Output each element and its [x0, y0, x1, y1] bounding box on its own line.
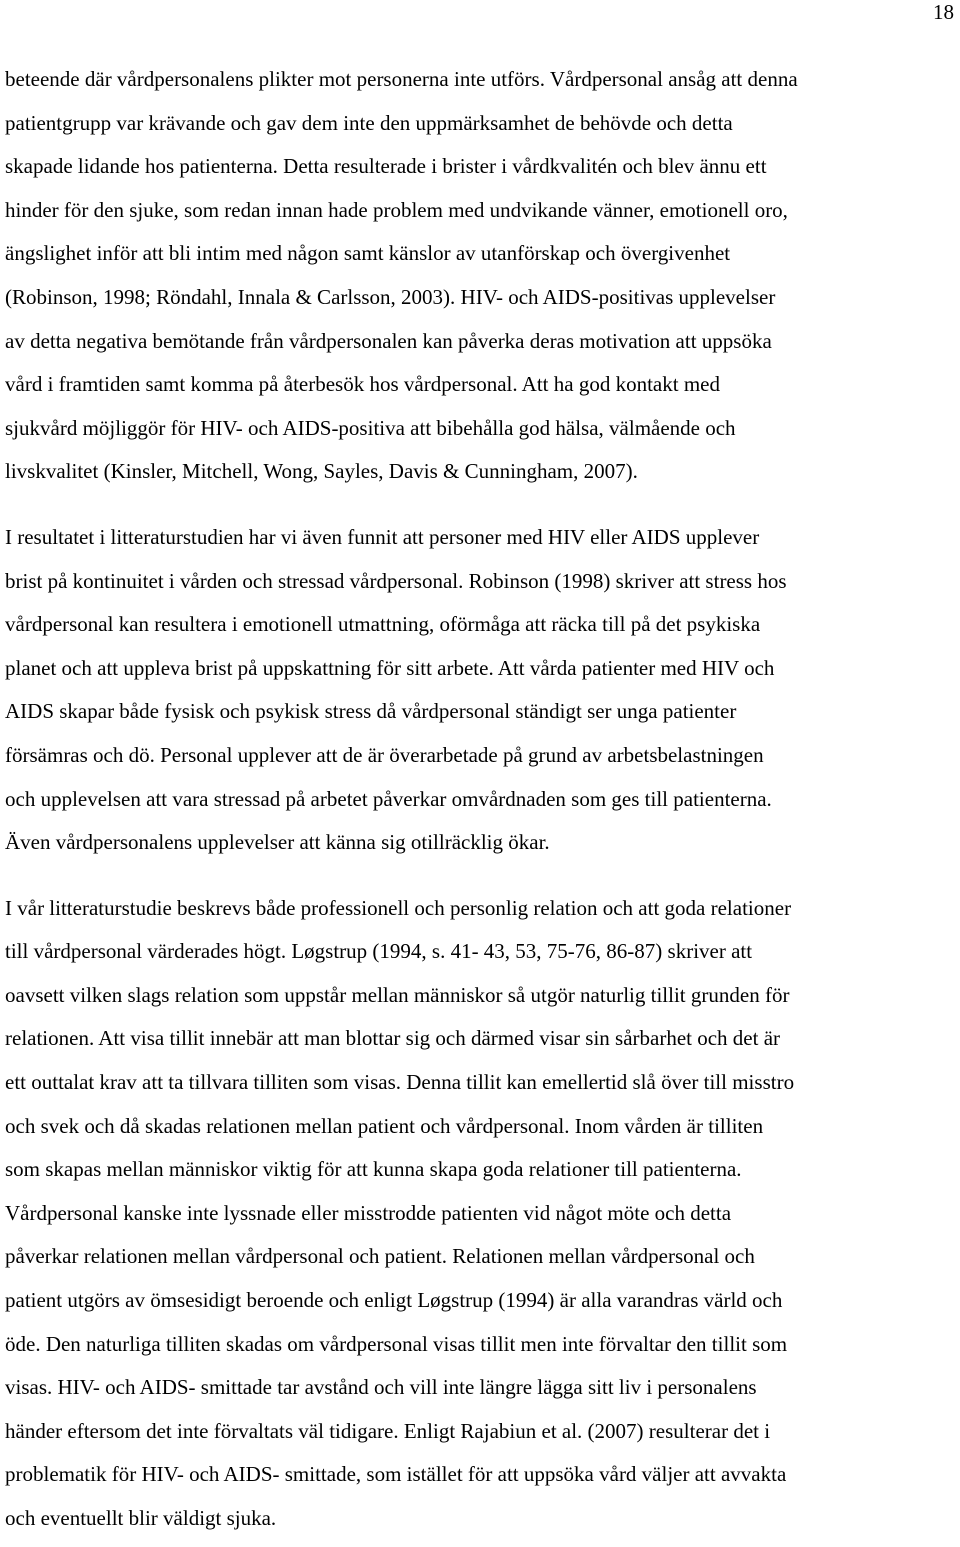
text-line: och svek och då skadas relationen mellan patient och vårdpersonal. Inom vården är tilliten: [5, 1113, 764, 1138]
text-line: Vårdpersonal kanske inte lyssnade eller misstrodde patienten vid något möte och detta: [5, 1200, 732, 1225]
text-line: I vår litteraturstudie beskrevs både professionell och personlig relation och att goda relationer: [5, 895, 792, 920]
text-line: vårdpersonal kan resultera i emotionell utmattning, oförmåga att räcka till på det psykiska: [5, 612, 761, 637]
text-line: påverkar relationen mellan vårdpersonal och patient. Relationen mellan vårdpersonal och: [5, 1244, 755, 1269]
text-line: försämras och dö. Personal upplever att de är överarbetade på grund av arbetsbelastningen: [5, 742, 764, 767]
text-line: (Robinson, 1998; Röndahl, Innala & Carlsson, 2003). HIV- och AIDS-positivas upplevelser: [5, 284, 776, 309]
text-line: ett outtalat krav att ta tillvara tilliten som visas. Denna tillit kan emellertid slå över till misstro: [5, 1070, 795, 1095]
text-line: och upplevelsen att vara stressad på arbetet påverkar omvårdnaden som ges till patienterna.: [5, 786, 772, 811]
document-body: [5, 58, 957, 1541]
text-line: ängslighet inför att bli intim med någon samt känslor av utanförskap och övergivenhet: [5, 241, 731, 266]
text-line: patientgrupp var krävande och gav dem inte den uppmärksamhet de behövde och detta: [5, 110, 733, 135]
text-line: till vårdpersonal värderades högt. Løgstrup (1994, s. 41- 43, 53, 75-76, 86-87) skriver att: [5, 939, 753, 964]
text-line: brist på kontinuitet i vården och stressad vårdpersonal. Robinson (1998) skriver att stress hos: [5, 568, 787, 593]
paragraph-2: [5, 516, 957, 865]
text-line: patient utgörs av ömsesidigt beroende och enligt Løgstrup (1994) är alla varandras värld och: [5, 1288, 783, 1313]
text-line: AIDS skapar både fysisk och psykisk stress då vårdpersonal ständigt ser unga patienter: [5, 699, 737, 724]
text-line: relationen. Att visa tillit innebär att man blottar sig och därmed visar sin sårbarhet och det är: [5, 1026, 781, 1051]
text-line: oavsett vilken slags relation som uppstår mellan människor så utgör naturlig tillit grunden för: [5, 982, 790, 1007]
text-line: beteende där vårdpersonalens plikter mot personerna inte utförs. Vårdpersonal ansåg att denna: [5, 67, 798, 91]
paragraph-1: [5, 58, 957, 494]
text-line: öde. Den naturliga tilliten skadas om vårdpersonal visas tillit men inte förvaltar den tillit som: [5, 1331, 788, 1356]
text-line: och eventuellt blir väldigt sjuka.: [5, 1506, 277, 1530]
text-line: livskvalitet (Kinsler, Mitchell, Wong, Sayles, Davis & Cunningham, 2007).: [5, 459, 638, 484]
text-line: visas. HIV- och AIDS- smittade tar avstånd och vill inte längre lägga sitt liv i personalens: [5, 1375, 757, 1400]
text-line: Även vårdpersonalens upplevelser att känna sig otillräcklig ökar.: [5, 830, 550, 855]
page-number: 18: [933, 0, 954, 24]
text-line: sjukvård möjliggör för HIV- och AIDS-positiva att bibehålla god hälsa, välmående och: [5, 415, 736, 440]
text-line: I resultatet i litteraturstudien har vi även funnit att personer med HIV eller AIDS upplever: [5, 524, 760, 549]
text-line: skapade lidande hos patienterna. Detta resulterade i brister i vårdkvalitén och blev ännu ett: [5, 154, 767, 179]
text-line: händer eftersom det inte förvaltats väl tidigare. Enligt Rajabiun et al. (2007) resulterar det i: [5, 1418, 771, 1443]
paragraph-3: [5, 887, 957, 1541]
text-line: vård i framtiden samt komma på återbesök hos vårdpersonal. Att ha god kontakt med: [5, 372, 720, 397]
text-line: planet och att uppleva brist på uppskattning för sitt arbete. Att vårda patienter med HIV och: [5, 655, 775, 680]
text-line: hinder för den sjuke, som redan innan hade problem med undvikande vänner, emotionell oro,: [5, 197, 788, 222]
text-line: problematik för HIV- och AIDS- smittade, som istället för att uppsöka vård väljer att avvakta: [5, 1462, 787, 1487]
text-line: som skapas mellan människor viktig för att kunna skapa goda relationer till patienterna.: [5, 1157, 742, 1182]
text-line: av detta negativa bemötande från vårdpersonalen kan påverka deras motivation att uppsöka: [5, 328, 772, 353]
